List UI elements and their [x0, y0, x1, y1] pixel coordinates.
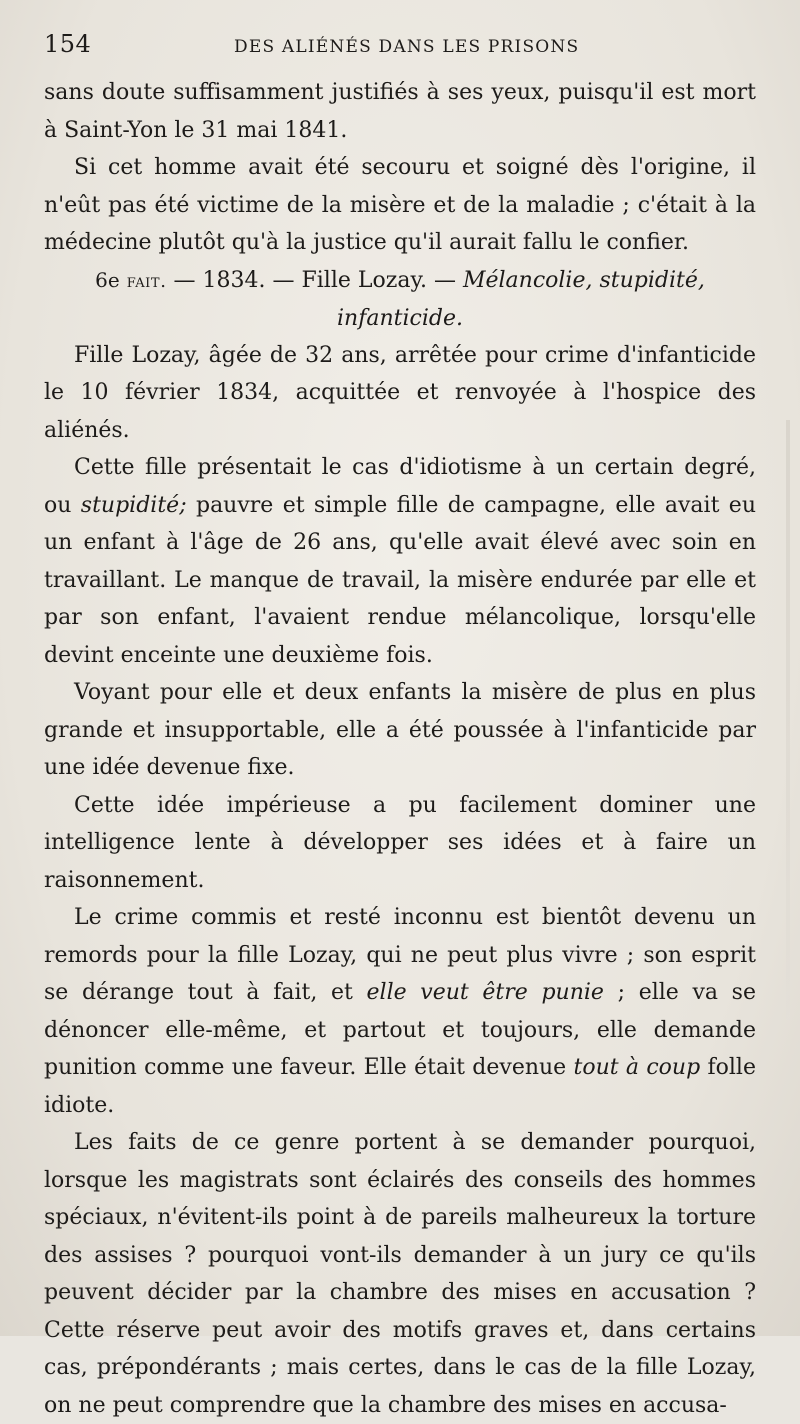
fact-heading [44, 262, 756, 337]
page-header [44, 30, 756, 74]
paragraph [44, 899, 756, 1124]
running-title: DES ALIÉNÉS DANS LES PRISONS [234, 37, 580, 57]
italic-text: stupidité; [80, 492, 187, 518]
paragraph: Si cet homme avait été secouru et soigné dès l'origine, il n'eût pas été victime de la misère et de la maladie ; c'était à la médecine plutôt qu'à la justice qu'il aurait fallu le confier. [44, 155, 756, 255]
paragraph: Fille Lozay, âgée de 32 ans, arrêtée pour crime d'infanticide le 10 février 1834, acquittée et renvoyée à l'hospice des aliénés. [44, 342, 756, 443]
fact-dash: — [173, 267, 196, 293]
paragraph: Cette idée impérieuse a pu facilement dominer une intelligence lente à développer ses idées et à faire un raisonnement. [44, 792, 756, 893]
fact-title: Mélancolie, stupidité, infanticide. [337, 267, 705, 331]
italic-text: elle veut être punie [366, 980, 604, 1005]
text-run: pauvre et simple fille de campagne, elle avait eu un enfant à l'âge de 26 ans, qu'elle avait élevé avec soin en travaillant. Le manque de travail, la misère endurée par elle et par son enfant, l'avaient rendue mélancolique, lorsqu'elle devint enceinte une deuxième fois. [44, 492, 756, 668]
fact-dash: — [272, 267, 295, 293]
paragraph: Voyant pour elle et deux enfants la misère de plus en plus grande et insupportable, elle a été poussée à l'infanticide par une idée devenue fixe. [44, 680, 756, 780]
page-number: 154 [44, 30, 92, 58]
fact-name: Fille Lozay. [301, 267, 427, 293]
text-run: Le crime commis et resté inconnu est bientôt devenu un remords pour la fille Lozay, qui ne peut plus vivre ; son esprit se dérange tout à fait, et [44, 905, 756, 1005]
italic-text: tout à coup [573, 1055, 701, 1080]
paragraph: Les faits de ce genre portent à se demander pourquoi, lorsque les magistrats sont éclairés des conseils des hommes spéciaux, n'évitent-ils point à de pareils malheureux la torture des assises ? pourquoi vont-ils demander à un jury ce qu'ils peuvent décider par la chambre des mises en accusation ? Cette réserve peut avoir des motifs graves et, dans certains cas, prépondérants ; mais certes, dans le cas de la fille Lozay, on ne peut comprendre que la chambre des mises en accusa- [44, 1130, 756, 1418]
fact-year: 1834. [202, 267, 266, 293]
fact-dash: — [433, 267, 456, 293]
text-run: ; elle va se dénoncer elle-même, et partout et toujours, elle demande punition comme une faveur. Elle était devenue [44, 980, 756, 1080]
fact-label: fait. [126, 270, 167, 292]
paragraph [44, 449, 756, 674]
paragraph: sans doute suffisamment justifiés à ses yeux, puisqu'il est mort à Saint-Yon le 31 mai 1841. [44, 80, 756, 143]
page-edge-shadow [786, 420, 790, 1020]
text-run: Cette fille présentait le cas d'idiotisme à un certain degré, ou [44, 455, 756, 518]
text-run: folle idiote. [44, 1055, 756, 1118]
body-text [44, 74, 756, 1424]
fact-number: 6e [95, 267, 120, 292]
